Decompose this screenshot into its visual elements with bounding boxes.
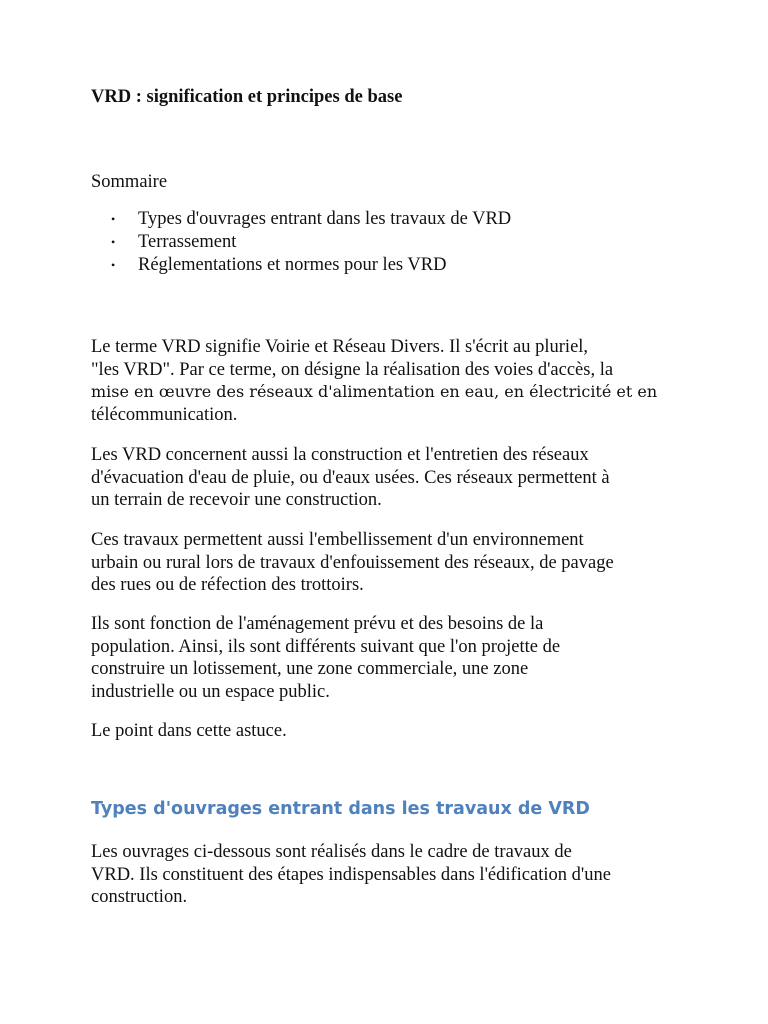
- paragraph-ouvrages: [91, 841, 691, 909]
- paragraph-amenagement: [91, 613, 691, 703]
- paragraph-line: Les VRD concernent aussi la construction et l'entretien des réseaux: [91, 445, 589, 465]
- paragraph-line: télécommunication.: [91, 404, 238, 425]
- paragraph-line: Ces travaux permettent aussi l'embellissement d'un environnement: [91, 530, 584, 550]
- paragraph-line: Ils sont fonction de l'aménagement prévu et des besoins de la: [91, 614, 544, 634]
- paragraph-line: "les VRD". Par ce terme, on désigne la réalisation des voies d'accès, la: [91, 359, 614, 380]
- paragraph-vrd-reseaux: [91, 444, 691, 512]
- sommaire-item-label: Types d'ouvrages entrant dans les travaux de VRD: [138, 209, 512, 229]
- paragraph-embellissement: [91, 529, 691, 597]
- paragraph-line: population. Ainsi, ils sont différents suivant que l'on projette de: [91, 636, 561, 657]
- document-title: VRD : signification et principes de base: [91, 87, 403, 107]
- sommaire-list: [111, 208, 511, 277]
- sommaire-heading: Sommaire: [91, 172, 168, 192]
- sommaire-item: [111, 254, 511, 277]
- paragraph-line: d'évacuation d'eau de pluie, ou d'eaux usées. Ces réseaux permettent à: [91, 467, 610, 488]
- sommaire-item: [111, 208, 511, 231]
- sommaire-item-label: Terrassement: [138, 232, 237, 252]
- bullet-icon: •: [111, 258, 116, 272]
- paragraph-line: Les ouvrages ci-dessous sont réalisés dans le cadre de travaux de: [91, 842, 572, 862]
- paragraph-line: mise en œuvre des réseaux d'alimentation en eau, en électricité et en: [91, 382, 658, 401]
- paragraph-line: urbain ou rural lors de travaux d'enfouissement des réseaux, de pavage: [91, 552, 614, 573]
- paragraph-line: industrielle ou un espace public.: [91, 681, 330, 702]
- paragraph-line: Le point dans cette astuce.: [91, 721, 287, 741]
- bullet-icon: •: [111, 235, 116, 249]
- section-heading-types-ouvrages: Types d'ouvrages entrant dans les travaux de VRD: [91, 799, 590, 819]
- paragraph-line: construire un lotissement, une zone commerciale, une zone: [91, 659, 529, 679]
- paragraph-line: un terrain de recevoir une construction.: [91, 490, 382, 510]
- sommaire-item-label: Réglementations et normes pour les VRD: [138, 255, 447, 275]
- paragraph-line: VRD. Ils constituent des étapes indispensables dans l'édification d'une: [91, 864, 611, 885]
- sommaire-item: [111, 231, 511, 254]
- paragraph-line: Le terme VRD signifie Voirie et Réseau Divers. Il s'écrit au pluriel,: [91, 337, 589, 357]
- bullet-icon: •: [111, 212, 116, 226]
- paragraph-vrd-definition: [91, 336, 691, 426]
- paragraph-line: construction.: [91, 887, 188, 907]
- paragraph-line: des rues ou de réfection des trottoirs.: [91, 575, 364, 595]
- paragraph-astuce: [91, 720, 691, 743]
